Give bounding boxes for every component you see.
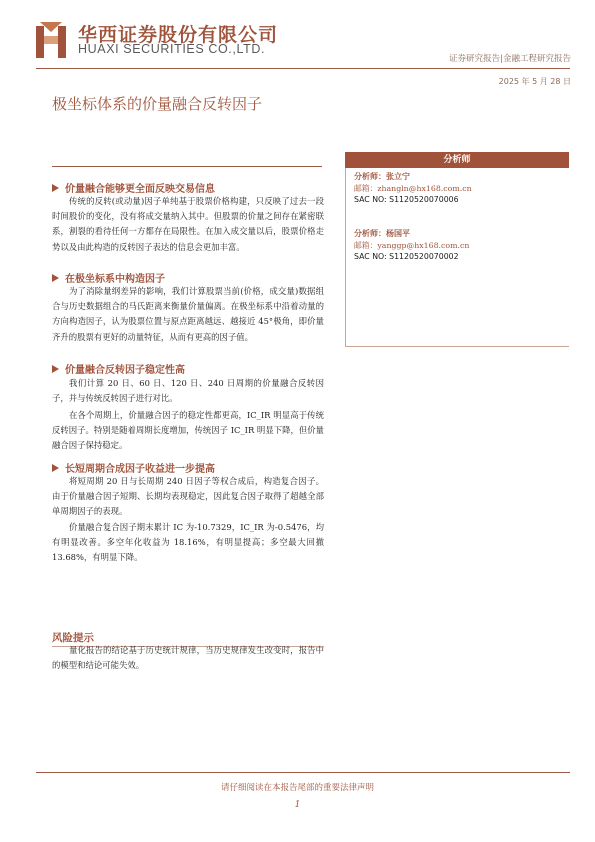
company-name-en: HUAXI SECURITIES CO.,LTD. xyxy=(78,42,266,56)
analyst-panel-divider xyxy=(345,346,569,347)
analyst-2-sac: SAC NO: S1120520070002 xyxy=(354,252,459,261)
section-4-paragraph-1: 将短周期 20 日与长周期 240 日因子等权合成后，构造复合因子。由于价量融合因子短期、长期均表现稳定，因此复合因子取得了超越全部单周期因子的表现。 xyxy=(52,476,324,517)
section-3-paragraph-2: 在各个周期上，价量融合因子的稳定性都更高，IC_IR 明显高于传统反转因子。特别是随着周期长度增加，传统因子 IC_IR 明显下降，但价量融合因子保持稳定。 xyxy=(52,410,324,451)
section-1-paragraph: 传统的反转(或动量)因子单纯基于股票价格构建，只反映了过去一段时间股价的变化，没有将成交量纳入其中。但股票的价量之间存在紧密联系，割裂的看待任何一方都存在局限性。在加入成交量以后，股票价格走势以及由此构造的反转因子表达的信息会更加丰富。 xyxy=(52,196,324,252)
section-heading-3: 价量融合反转因子稳定性高 xyxy=(52,361,185,376)
section-heading-4: 长短周期合成因子收益进一步提高 xyxy=(52,460,215,475)
triangle-bullet-icon xyxy=(52,274,59,282)
analyst-1-email[interactable]: 邮箱：zhangln@hx168.com.cn xyxy=(354,184,472,193)
section-2-paragraph: 为了消除量纲差异的影响，我们计算股票当前(价格，成交量)数据组合与历史数据组合的马氏距离来衡量价量偏离。在极坐标系中沿着动量的方向构造因子，认为股票位置与原点距离越远、越接近 45°极角，即价量齐升的股票有更好的动量特征，从而有更高的因子值。 xyxy=(52,286,324,342)
footer-divider xyxy=(36,772,570,773)
analyst-2-name: 分析师：杨国平 xyxy=(354,228,410,238)
analyst-1-sac: SAC NO: S1120520070006 xyxy=(354,195,459,204)
section-4-paragraph-2: 价量融合复合因子期末累计 IC 为-10.7329，IC_IR 为-0.5476，均有明显改善。多空年化收益为 18.16%，有明显提高；多空最大回撤 13.68%，有明显下降。 xyxy=(52,522,324,563)
risk-heading: 风险提示 xyxy=(52,632,94,644)
section-heading-1: 价量融合能够更全面反映交易信息 xyxy=(52,180,215,195)
section-3-paragraph-1: 我们计算 20 日、60 日、120 日、240 日周期的价量融合反转因子，并与传统反转因子进行对比。 xyxy=(52,378,324,404)
header-divider xyxy=(36,68,570,69)
report-title: 极坐标体系的价量融合反转因子 xyxy=(52,95,263,113)
section-heading-2: 在极坐标系中构造因子 xyxy=(52,270,165,285)
triangle-bullet-icon xyxy=(52,365,59,373)
triangle-bullet-icon xyxy=(52,184,59,192)
report-type: 证券研究报告|金融工程研究报告 xyxy=(449,54,571,64)
page-number: 1 xyxy=(294,800,301,810)
analyst-box-title: 分析师 xyxy=(345,152,569,168)
company-name-cn: 华西证券股份有限公司 xyxy=(78,24,279,46)
analyst-2-email[interactable]: 邮箱：yanggp@hx168.com.cn xyxy=(354,241,470,250)
analyst-1-name: 分析师：张立宁 xyxy=(354,171,410,181)
report-date: 2025 年 5 月 28 日 xyxy=(498,77,571,86)
triangle-bullet-icon xyxy=(52,464,59,472)
risk-paragraph: 量化报告的结论基于历史统计规律，当历史规律发生改变时，报告中的模型和结论可能失效。 xyxy=(52,645,324,671)
huaxi-logo-icon xyxy=(36,22,66,58)
legal-notice[interactable]: 请仔细阅读在本报告尾部的重要法律声明 xyxy=(220,783,374,793)
left-column-divider xyxy=(52,166,322,167)
